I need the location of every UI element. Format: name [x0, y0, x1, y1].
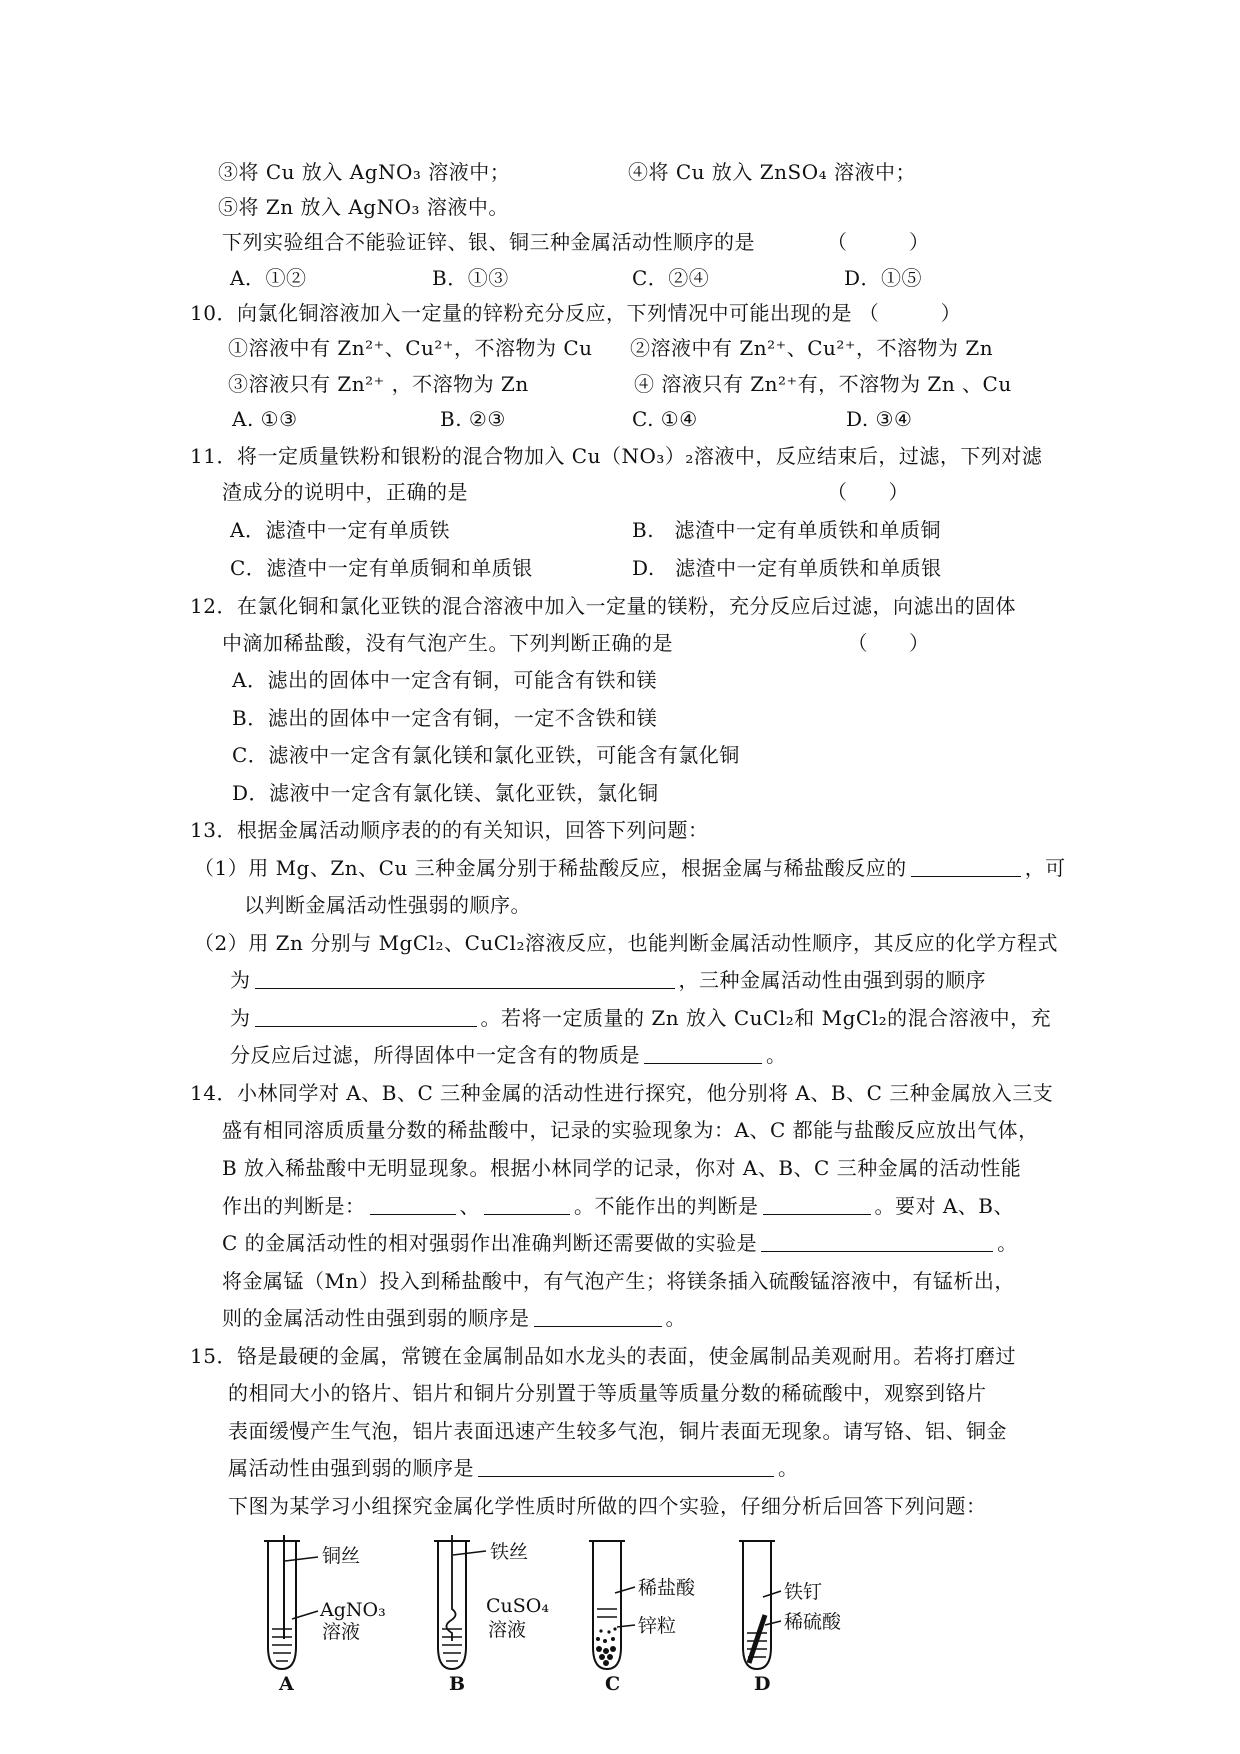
q13-answer-blank-1[interactable] [911, 856, 1021, 877]
q12-option-a: A．滤出的固体中一定含有铜，可能含有铁和镁 [232, 668, 657, 692]
tube-c [589, 1541, 635, 1669]
q15-answer-blank[interactable] [478, 1456, 774, 1477]
q10-option-a: A. ①③ [232, 407, 298, 431]
q14-line-6: 将金属锰（Mn）投入到稀盐酸中，有气泡产生；将镁条插入硫酸锰溶液中，有锰析出， [222, 1269, 1015, 1293]
q10-option-d: D. ③④ [846, 407, 913, 431]
q14-line-3: B 放入稀盐酸中无明显现象。根据小林同学的记录，你对 A、B、C 三种金属的活动性能 [222, 1156, 1022, 1180]
q13-equation-blank[interactable] [255, 968, 675, 989]
q12-option-d: D．滤液中一定含有氯化镁、氯化亚铁，氯化铜 [232, 781, 659, 805]
q13-part-1-text: （1）用 Mg、Zn、Cu 三种金属分别于稀盐酸反应，根据金属与稀盐酸反应的 [194, 856, 907, 880]
q14-line-5 [222, 1229, 1018, 1257]
q14-mn-order-text: 则的金属活动性由强到弱的顺序是 [222, 1306, 530, 1330]
q9-stem: 下列实验组合不能验证锌、银、铜三种金属活动性顺序的是 （ ） [222, 230, 930, 254]
q10-option-b: B. ②③ [440, 407, 506, 431]
tube-c-caption: C [605, 1673, 621, 1695]
q15-line-3: 表面缓慢产生气泡，铝片表面迅速产生较多气泡，铜片表面无现象。请写铬、铝、铜金 [228, 1419, 1007, 1443]
q14-answer-blank-5[interactable] [534, 1306, 662, 1327]
q14-line-4-tail: 。要对 A、B、 [874, 1194, 1014, 1218]
q14-answer-blank-2[interactable] [484, 1194, 570, 1215]
q10-case-1: ①溶液中有 Zn²⁺、Cu²⁺，不溶物为 Cu [228, 336, 593, 360]
q13-part-2-line-4-end: 。 [766, 1043, 787, 1067]
q9-item-5: ⑤将 Zn 放入 AgNO₃ 溶液中。 [218, 195, 509, 219]
q14-line-7-end: 。 [665, 1306, 686, 1330]
tube-d-label-acid: 稀硫酸 [784, 1611, 842, 1633]
q13-part-2-line-1: （2）用 Zn 分别与 MgCl₂、CuCl₂溶液反应，也能判断金属活动性顺序，其反应的化学方程式 [194, 931, 1058, 955]
experiment-figure [260, 1535, 900, 1695]
q15-line-4 [228, 1454, 799, 1482]
tube-b [434, 1535, 486, 1669]
q14-answer-blank-1[interactable] [370, 1194, 456, 1215]
q11-stem-line-1: 11．将一定质量铁粉和银粉的混合物加入 Cu（NO₃）₂溶液中，反应结束后，过滤，下列对滤 [190, 444, 1043, 468]
q13-part-1-tail: ，可 [1024, 856, 1066, 880]
q11-option-a: A．滤渣中一定有单质铁 [230, 518, 450, 542]
q14-experiment-text: C 的金属活动性的相对强弱作出准确判断还需要做的实验是 [222, 1231, 758, 1255]
q10-case-4: ④ 溶液只有 Zn²⁺有，不溶物为 Zn 、Cu [634, 372, 1012, 396]
q9-item-4: ④将 Cu 放入 ZnSO₄ 溶液中； [628, 160, 917, 184]
tube-b-label-solution: CuSO₄ [486, 1595, 549, 1617]
q10-case-2: ②溶液中有 Zn²⁺、Cu²⁺，不溶物为 Zn [630, 336, 994, 360]
q12-stem-line-1: 12．在氯化铜和氯化亚铁的混合溶液中加入一定量的镁粉，充分反应后过滤，向滤出的固体 [190, 594, 1016, 618]
q12-stem-line-2: 中滴加稀盐酸，没有气泡产生。下列判断正确的是 （ ） [222, 631, 930, 655]
q14-answer-blank-4[interactable] [761, 1231, 993, 1252]
q13-wei-1: 为 [230, 968, 251, 992]
q14-line-5-end: 。 [997, 1231, 1018, 1255]
tube-d-caption: D [754, 1673, 771, 1695]
tube-a-label-liquid: 溶液 [322, 1621, 361, 1643]
q9-option-c: C．②④ [632, 266, 710, 290]
tube-c-label-zinc: 锌粒 [638, 1615, 677, 1637]
q9-option-d: D．①⑤ [844, 266, 923, 290]
q13-part-2-line-3-tail: 。若将一定质量的 Zn 放入 CuCl₂和 MgCl₂的混合溶液中，充 [480, 1006, 1052, 1030]
q11-option-c: C．滤渣中一定有单质铜和单质银 [230, 556, 533, 580]
q13-part-2-line-2 [230, 966, 986, 994]
q9-option-a: A．①② [230, 266, 307, 290]
q14-line-1: 14．小林同学对 A、B、C 三种金属的活动性进行探究，他分别将 A、B、C 三种金属放入三支 [190, 1081, 1054, 1105]
q13-stem: 13．根据金属活动顺序表的的有关知识，回答下列问题： [190, 818, 709, 842]
q13-part-1-line-2: 以判断金属活动性强弱的顺序。 [244, 893, 531, 917]
tube-d-label-nail: 铁钉 [784, 1581, 823, 1603]
q14-judgement-text: 作出的判断是： [222, 1194, 366, 1218]
q9-item-3: ③将 Cu 放入 AgNO₃ 溶液中； [218, 160, 511, 184]
tube-c-label-acid: 稀盐酸 [638, 1577, 696, 1599]
q15-order-text: 属活动性由强到弱的顺序是 [228, 1456, 474, 1480]
tube-b-label-liquid: 溶液 [488, 1619, 527, 1641]
tube-d [739, 1541, 781, 1669]
q13-part-1-line-1 [194, 854, 1066, 882]
q14-line-2: 盛有相同溶质质量分数的稀盐酸中，记录的实验现象为：A、C 都能与盐酸反应放出气体， [222, 1118, 1039, 1142]
q15-figure-intro: 下图为某学习小组探究金属化学性质时所做的四个实验，仔细分析后回答下列问题： [228, 1494, 987, 1518]
q13-part-2-line-4 [230, 1041, 787, 1069]
q11-stem-line-2: 渣成分的说明中，正确的是 （ ） [222, 480, 909, 504]
q10-option-c: C. ①④ [632, 407, 698, 431]
q13-solid-blank[interactable] [644, 1043, 762, 1064]
q13-part-2-line-3 [230, 1004, 1051, 1032]
tube-b-caption: B [449, 1673, 466, 1695]
q15-line-1: 15．铬是最硬的金属，常镀在金属制品如水龙头的表面，使金属制品美观耐用。若将打磨过 [190, 1344, 1016, 1368]
q15-line-4-end: 。 [778, 1456, 799, 1480]
q10-stem: 10．向氯化铜溶液加入一定量的锌粉充分反应，下列情况中可能出现的是 （ ） [190, 301, 962, 325]
q14-answer-blank-3[interactable] [763, 1194, 871, 1215]
q11-option-d: D. 滤渣中一定有单质铁和单质银 [632, 556, 942, 580]
q14-line-7 [222, 1304, 686, 1332]
q14-separator: 、 [459, 1194, 480, 1218]
q13-part-2-line-4-text: 分反应后过滤，所得固体中一定含有的物质是 [230, 1043, 640, 1067]
tube-a-caption: A [279, 1673, 294, 1695]
q13-order-blank[interactable] [255, 1006, 477, 1027]
q15-line-2: 的相同大小的铬片、铝片和铜片分别置于等质量等质量分数的稀硫酸中，观察到铬片 [228, 1381, 987, 1405]
q12-option-c: C．滤液中一定含有氯化镁和氯化亚铁，可能含有氯化铜 [232, 743, 740, 767]
tube-a [264, 1535, 318, 1669]
tube-b-label-wire: 铁丝 [490, 1541, 529, 1563]
q14-cannot-judge-text: 。不能作出的判断是 [574, 1194, 759, 1218]
q13-wei-2: 为 [230, 1006, 251, 1030]
q13-part-2-line-2-tail: ，三种金属活动性由强到弱的顺序 [678, 968, 986, 992]
q14-line-4 [222, 1192, 1014, 1220]
tube-a-label-solution: AgNO₃ [320, 1599, 386, 1621]
q11-option-b: B. 滤渣中一定有单质铁和单质铜 [632, 518, 942, 542]
q9-option-b: B．①③ [432, 266, 509, 290]
q10-case-3: ③溶液只有 Zn²⁺ ，不溶物为 Zn [228, 372, 529, 396]
tube-a-label-wire: 铜丝 [322, 1545, 361, 1567]
q12-option-b: B．滤出的固体中一定含有铜，一定不含铁和镁 [232, 706, 658, 730]
